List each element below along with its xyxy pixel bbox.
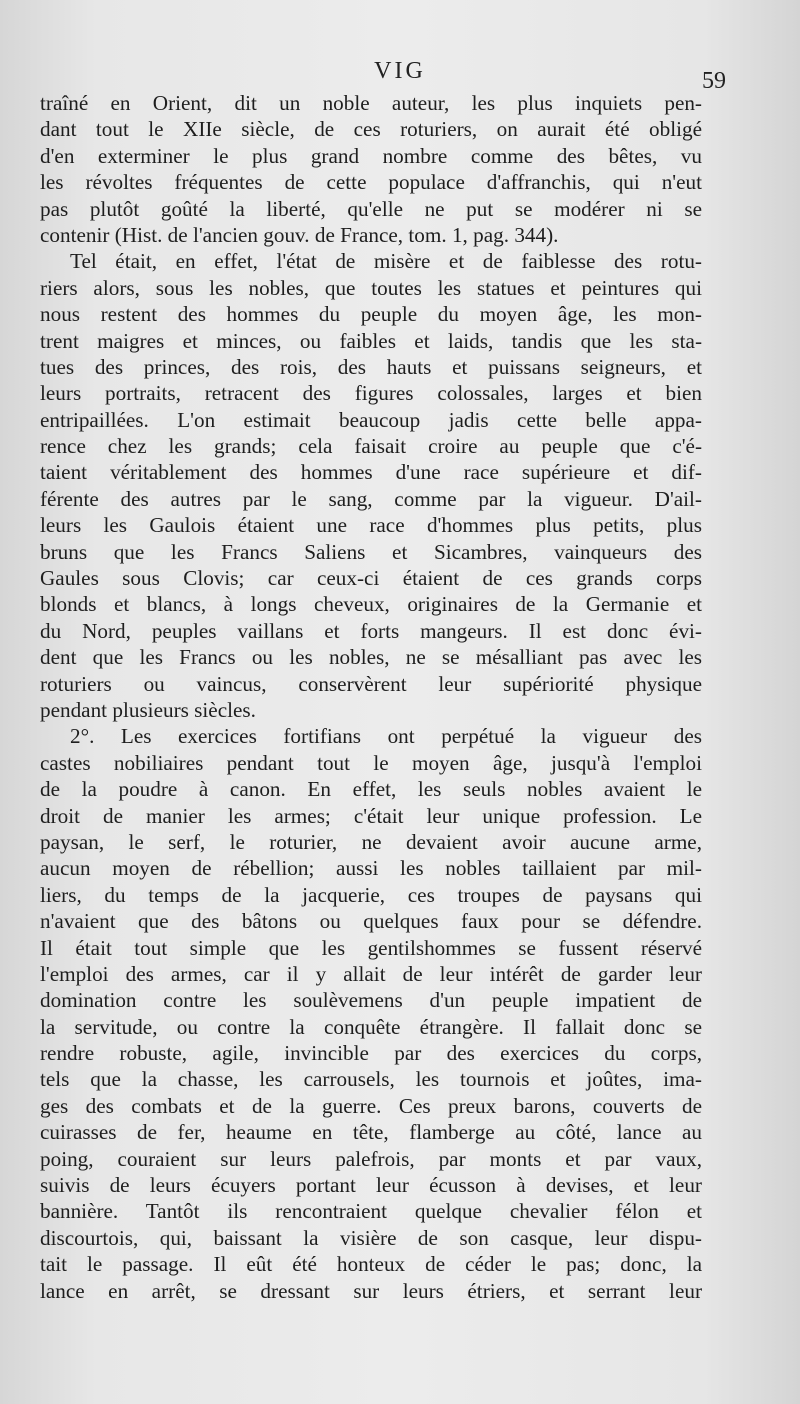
text-line: suivis de leurs écuyers portant leur écusson à devises, et leur <box>40 1173 702 1198</box>
text-line: lance en arrêt, se dressant sur leurs étriers, et serrant leur <box>40 1278 702 1303</box>
text-line: poing, couraient sur leurs palefrois, par monts et par vaux, <box>40 1146 702 1171</box>
text-line: traîné en Orient, dit un noble auteur, les plus inquiets pen- <box>40 91 702 115</box>
text-line: bruns que les Francs Saliens et Sicambres, vainqueurs des <box>40 539 702 564</box>
text-line: 2°. Les exercices fortifians ont perpétué la vigueur des <box>70 724 702 749</box>
text-line: castes nobiliaires pendant tout le moyen âge, jusqu'à l'emploi <box>40 750 702 775</box>
running-head: VIG <box>374 58 426 84</box>
text-line: la servitude, ou contre la conquête étrangère. Il fallait donc se <box>40 1014 702 1039</box>
text-line: dant tout le XIIe siècle, de ces roturiers, on aurait été obligé <box>40 117 702 142</box>
text-line: leurs les Gaulois étaient une race d'hommes plus petits, plus <box>40 513 702 538</box>
text-line: riers alors, sous les nobles, que toutes les statues et peintures qui <box>40 275 702 300</box>
text-line: pas plutôt goûté la liberté, qu'elle ne put se modérer ni se <box>40 196 702 221</box>
body-text <box>40 90 702 1304</box>
text-line: droit de manier les armes; c'était leur unique profession. Le <box>40 803 702 828</box>
text-line: rence chez les grands; cela faisait croire au peuple que c'é- <box>40 434 702 459</box>
text-line: du Nord, peuples vaillans et forts mangeurs. Il est donc évi- <box>40 618 702 643</box>
text-line: Il était tout simple que les gentilshommes se fussent réservé <box>40 935 702 960</box>
text-line: Gaules sous Clovis; car ceux-ci étaient de ces grands corps <box>40 566 702 591</box>
text-line: rendre robuste, agile, invincible par des exercices du corps, <box>40 1041 702 1066</box>
text-line: blonds et blancs, à longs cheveux, originaires de la Germanie et <box>40 592 702 617</box>
text-line: les révoltes fréquentes de cette populace d'affranchis, qui n'eut <box>40 170 702 195</box>
text-line: de la poudre à canon. En effet, les seuls nobles avaient le <box>40 777 702 802</box>
text-line: pendant plusieurs siècles. <box>40 697 256 722</box>
page-number: 59 <box>702 68 726 94</box>
text-line: n'avaient que des bâtons ou quelques faux pour se défendre. <box>40 909 702 934</box>
text-line: tues des princes, des rois, des hauts et puissans seigneurs, et <box>40 354 702 379</box>
text-line: cuirasses de fer, heaume en tête, flamberge au côté, lance au <box>40 1120 702 1145</box>
text-line: contenir (Hist. de l'ancien gouv. de France, tom. 1, pag. 344). <box>40 222 559 247</box>
text-line: paysan, le serf, le roturier, ne devaient avoir aucune arme, <box>40 829 702 854</box>
text-line: roturiers ou vaincus, conservèrent leur supériorité physique <box>40 671 702 696</box>
text-line: férente des autres par le sang, comme par la vigueur. D'ail- <box>40 486 702 511</box>
text-line: tait le passage. Il eût été honteux de céder le pas; donc, la <box>40 1252 702 1277</box>
text-line: bannière. Tantôt ils rencontraient quelque chevalier félon et <box>40 1199 702 1224</box>
text-line: trent maigres et minces, ou faibles et laids, tandis que les sta- <box>40 328 702 353</box>
text-line: entripaillées. L'on estimait beaucoup jadis cette belle appa- <box>40 407 702 432</box>
text-line: tels que la chasse, les carrousels, les tournois et joûtes, ima- <box>40 1067 702 1092</box>
text-line: ges des combats et de la guerre. Ces preux barons, couverts de <box>40 1093 702 1118</box>
text-line: taient véritablement des hommes d'une race supérieure et dif- <box>40 460 702 485</box>
text-line: d'en exterminer le plus grand nombre comme des bêtes, vu <box>40 143 702 168</box>
text-line: liers, du temps de la jacquerie, ces troupes de paysans qui <box>40 882 702 907</box>
text-line: leurs portraits, retracent des figures colossales, larges et bien <box>40 381 702 406</box>
text-line: l'emploi des armes, car il y allait de leur intérêt de garder leur <box>40 961 702 986</box>
text-line: nous restent des hommes du peuple du moyen âge, les mon- <box>40 302 702 327</box>
text-line: aucun moyen de rébellion; aussi les nobles taillaient par mil- <box>40 856 702 881</box>
text-line: Tel était, en effet, l'état de misère et de faiblesse des rotu- <box>70 249 702 274</box>
text-line: dent que les Francs ou les nobles, ne se mésalliant pas avec les <box>40 645 702 670</box>
text-line: discourtois, qui, baissant la visière de son casque, leur dispu- <box>40 1225 702 1250</box>
text-line: domination contre les soulèvemens d'un peuple impatient de <box>40 988 702 1013</box>
